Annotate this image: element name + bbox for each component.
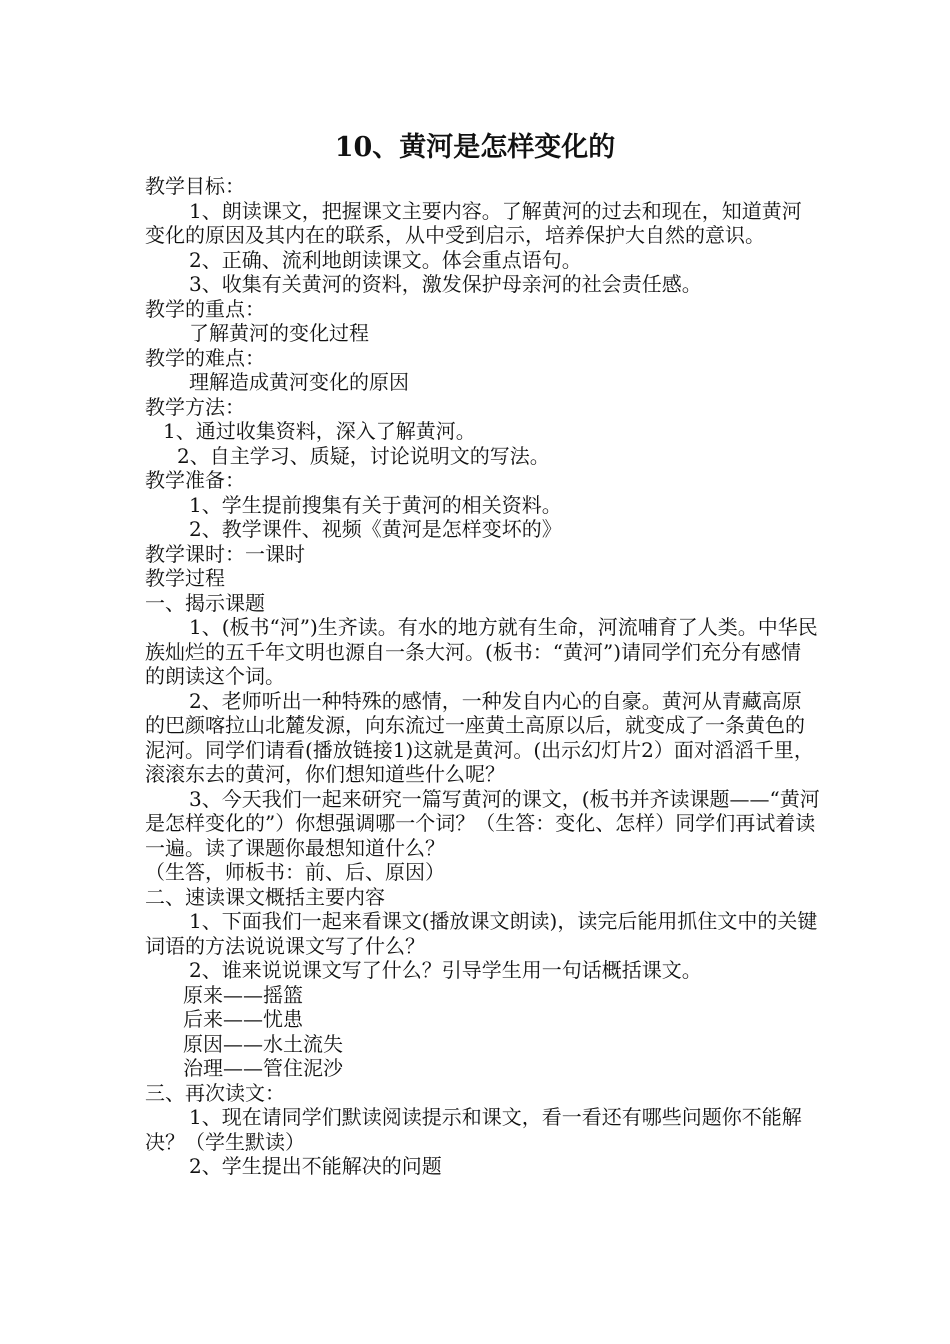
difficulty: 理解造成黄河变化的原因 <box>189 370 409 394</box>
section-1-heading: 一、揭示课题 <box>145 590 265 615</box>
objective-2: 2、正确、流利地朗读课文。体会重点语句。 <box>189 247 582 272</box>
method-2: 2、自主学习、质疑，讨论说明文的写法。 <box>177 443 550 468</box>
section-3-para-2: 2、学生提出不能解决的问题 <box>189 1154 442 1178</box>
section-2-para-2: 2、谁来说说课文写了什么？引导学生用一句话概括课文。 <box>189 958 702 982</box>
preparation-2: 2、教学课件、视频《黄河是怎样变坏的》 <box>189 517 562 541</box>
summary-item: 后来——忧患 <box>183 1007 303 1031</box>
summary-item: 原因——水土流失 <box>183 1031 343 1056</box>
document-title: 10、黄河是怎样变化的 <box>334 132 616 163</box>
heading-key-points: 教学的重点： <box>145 296 265 321</box>
heading-methods: 教学方法： <box>145 394 245 419</box>
section-1-para-3: 3、今天我们一起来研究一篇写黄河的课文，(板书并齐读课题——“黄河是怎样变化的”）你想强调哪一个词？（生答：变化、怎样）同学们再试着读一遍。读了课题你最想知道什么？ <box>145 786 820 860</box>
method-1: 1、通过收集资料，深入了解黄河。 <box>163 419 476 443</box>
section-2-heading: 二、速读课文概括主要内容 <box>145 884 385 909</box>
section-3-heading: 三、再次读文： <box>145 1080 285 1105</box>
section-1-note: （生答，师板书：前、后、原因） <box>145 860 445 884</box>
objective-3: 3、收集有关黄河的资料，激发保护母亲河的社会责任感。 <box>189 272 702 296</box>
summary-item: 治理——管住泥沙 <box>183 1056 343 1080</box>
heading-preparation: 教学准备： <box>145 468 245 492</box>
summary-item: 原来——摇篮 <box>183 982 303 1007</box>
preparation-1: 1、学生提前搜集有关于黄河的相关资料。 <box>189 492 562 517</box>
section-1-para-1: 1、(板书“河”)生齐读。有水的地方就有生命，河流哺育了人类。中华民族灿烂的五千年文明也源自一条大河。(板书：“黄河”)请同学们充分有感情的朗读这个词。 <box>145 615 818 688</box>
heading-process: 教学过程 <box>145 566 225 590</box>
heading-difficulties: 教学的难点： <box>145 345 265 370</box>
section-2-para-1: 1、下面我们一起来看课文(播放课文朗读)，读完后能用抓住文中的关键词语的方法说说课文写了什么？ <box>145 909 818 958</box>
class-hours: 教学课时：一课时 <box>145 541 305 566</box>
section-3-para-1: 1、现在请同学们默读阅读提示和课文，看一看还有哪些问题你不能解决？（学生默读） <box>145 1105 802 1154</box>
document-body <box>145 174 820 1179</box>
section-1-para-2: 2、老师听出一种特殊的感情，一种发自内心的自豪。黄河从青藏高原的巴颜喀拉山北麓发源，向东流过一座黄土高原以后，就变成了一条黄色的泥河。同学们请看(播放链接1)这就是黄河。(出示幻灯片2）面对滔滔千里，滚滚东去的黄河，你们想知道些什么呢？ <box>145 688 814 786</box>
heading-objectives: 教学目标： <box>145 174 245 198</box>
objective-1: 1、朗读课文，把握课文主要内容。了解黄河的过去和现在，知道黄河变化的原因及其内在的联系，从中受到启示，培养保护大自然的意识。 <box>145 198 802 247</box>
key-point: 了解黄河的变化过程 <box>189 321 369 345</box>
